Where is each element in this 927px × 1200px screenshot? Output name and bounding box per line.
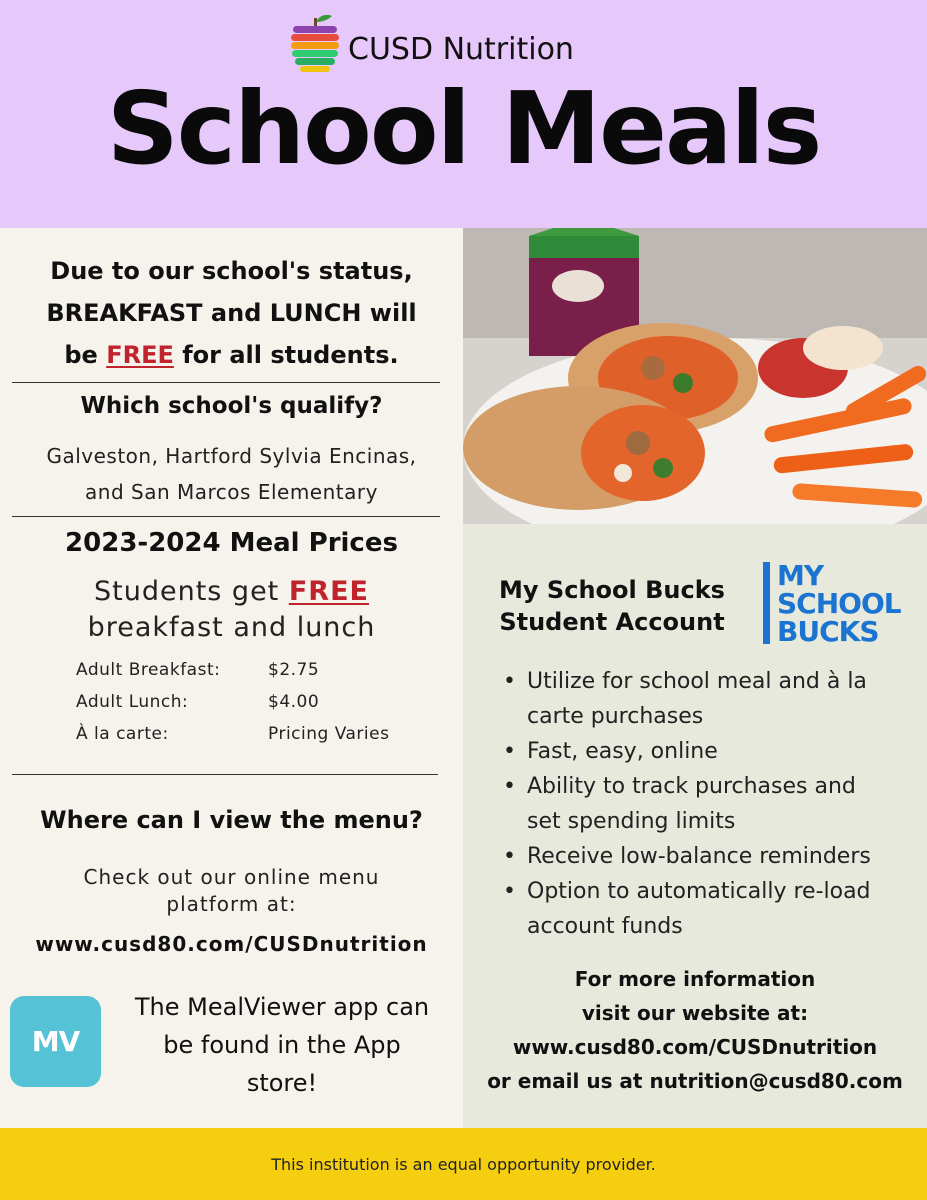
list-item xyxy=(503,839,913,874)
school-bucks-panel xyxy=(463,524,927,1128)
status-line-1: Due to our school's status, xyxy=(50,257,413,285)
divider xyxy=(12,382,440,383)
msb-title-line-2: Student Account xyxy=(499,608,725,636)
mv-line-2: be found in the App xyxy=(163,1031,401,1059)
students-pre: Students get xyxy=(94,576,289,607)
page-title: School Meals xyxy=(106,70,821,187)
menu-line-1: Check out our online menu xyxy=(83,865,380,889)
list-item xyxy=(503,874,913,944)
list-item xyxy=(503,734,913,769)
price-label: À la carte: xyxy=(76,724,169,744)
features-list xyxy=(503,664,913,944)
info-website-link[interactable]: www.cusd80.com/CUSDnutrition xyxy=(512,1035,878,1059)
price-row xyxy=(76,660,389,692)
mealviewer-text xyxy=(112,988,452,1102)
price-row xyxy=(76,724,389,756)
mv-line-1: The MealViewer app can xyxy=(134,993,430,1021)
info-email-line[interactable]: or email us at nutrition@cusd80.com xyxy=(487,1069,903,1093)
list-item xyxy=(503,769,913,839)
menu-description xyxy=(0,864,463,918)
status-line-3-post: for all students. xyxy=(173,341,399,369)
students-line-2: breakfast and lunch xyxy=(87,612,376,643)
menu-heading: Where can I view the menu? xyxy=(40,806,423,834)
qualify-heading: Which school's qualify? xyxy=(80,393,383,419)
logo-word: MY xyxy=(777,559,824,592)
mv-line-3: store! xyxy=(246,1069,318,1097)
price-table xyxy=(76,660,389,756)
price-value: $4.00 xyxy=(268,692,320,712)
bullet-line: set spending limits xyxy=(527,809,736,834)
bullet-line: • Receive low-balance reminders xyxy=(527,844,871,869)
qualify-schools xyxy=(0,438,463,510)
logo-word: BUCKS xyxy=(777,615,879,648)
status-line-3 xyxy=(0,334,463,376)
apple-logo-icon xyxy=(290,12,342,74)
qualify-line-2: and San Marcos Elementary xyxy=(85,480,378,504)
divider xyxy=(12,516,440,517)
students-line-1 xyxy=(0,574,463,610)
left-column xyxy=(0,228,463,1128)
msb-title-line-1: My School Bucks xyxy=(499,576,725,604)
list-item xyxy=(503,664,913,734)
status-line-2: BREAKFAST and LUNCH will xyxy=(46,299,417,327)
logo-word: SCHOOL xyxy=(777,587,901,620)
bullet-line: • Ability to track purchases and xyxy=(527,774,856,799)
bullet-line: account funds xyxy=(527,914,683,939)
equal-opportunity-text: This institution is an equal opportunity provider. xyxy=(271,1154,656,1174)
brand-name: CUSD Nutrition xyxy=(348,31,574,67)
price-value: Pricing Varies xyxy=(268,724,390,744)
qualify-line-1: Galveston, Hartford Sylvia Encinas, xyxy=(46,444,417,468)
price-row xyxy=(76,692,389,724)
status-notice xyxy=(0,250,463,376)
my-school-bucks-logo xyxy=(763,559,923,648)
logo-bar xyxy=(763,562,770,644)
header-banner xyxy=(0,0,927,228)
brand-logo-row xyxy=(290,12,574,74)
prices-heading: 2023-2024 Meal Prices xyxy=(65,528,398,558)
students-free-text xyxy=(0,574,463,646)
mealviewer-app-icon[interactable]: MV xyxy=(10,996,101,1087)
free-emphasis: FREE xyxy=(106,341,174,369)
info-line-2: visit our website at: xyxy=(581,1001,809,1025)
food-photo xyxy=(463,228,927,524)
info-line-1: For more information xyxy=(574,967,816,991)
menu-url-link[interactable]: www.cusd80.com/CUSDnutrition xyxy=(35,932,428,956)
status-line-3-pre: be xyxy=(64,341,107,369)
price-label: Adult Breakfast: xyxy=(76,660,221,680)
price-label: Adult Lunch: xyxy=(76,692,189,712)
school-bucks-title xyxy=(477,574,747,638)
footer xyxy=(0,1128,927,1200)
bullet-line: • Fast, easy, online xyxy=(527,739,718,764)
menu-line-2: platform at: xyxy=(166,892,297,916)
bullet-line: • Utilize for school meal and à la xyxy=(527,669,867,694)
more-info xyxy=(463,962,927,1098)
price-value: $2.75 xyxy=(268,660,320,680)
students-free-emphasis: FREE xyxy=(288,576,369,607)
bullet-line: • Option to automatically re-load xyxy=(527,879,871,904)
bullet-line: carte purchases xyxy=(527,704,704,729)
divider xyxy=(12,774,438,775)
wrap-meal-image xyxy=(463,228,927,524)
